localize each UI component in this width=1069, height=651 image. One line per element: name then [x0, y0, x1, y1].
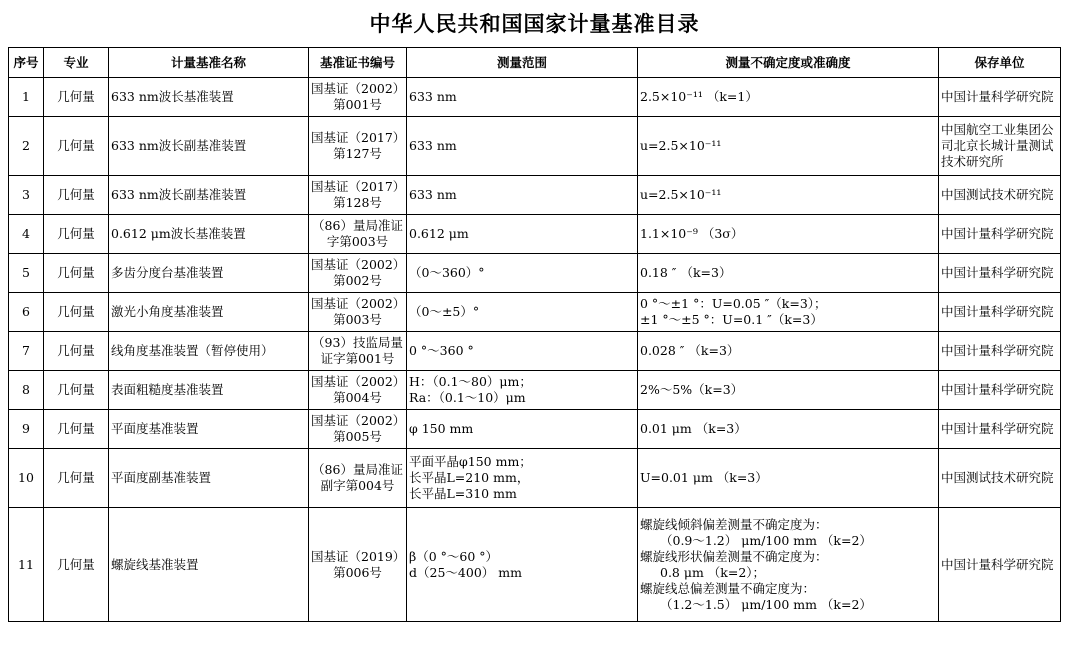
cell-range-line: （0～±5）° — [409, 304, 480, 319]
table-body — [9, 78, 1061, 622]
header-no: 序号 — [9, 48, 44, 78]
cell-range-line: Ra：（0.1～10）μm — [409, 390, 526, 405]
cell-name: 平面度副基准装置 — [109, 449, 309, 508]
cell-range-line: 633 nm — [409, 138, 457, 153]
header-uncertainty: 测量不确定度或准确度 — [638, 48, 939, 78]
cell-cert-line: 国基证（2017） — [311, 179, 406, 194]
metrology-standards-table — [8, 47, 1061, 622]
cell-unit — [939, 176, 1061, 215]
cell-range — [407, 117, 638, 176]
cell-uncertainty — [638, 117, 939, 176]
cell-cert-line: （86）量局准证 — [312, 462, 403, 477]
table-row — [9, 176, 1061, 215]
table-row — [9, 332, 1061, 371]
cell-cert-line: 第005号 — [333, 429, 382, 444]
cell-no: 11 — [9, 508, 44, 622]
cell-cert — [309, 332, 407, 371]
cell-cert — [309, 117, 407, 176]
cell-unit-line: 中国计量科学研究院 — [941, 382, 1054, 397]
cell-uncertainty-line: 2.5×10⁻¹¹ （k=1） — [640, 89, 758, 104]
cell-cert-line: 国基证（2002） — [311, 413, 406, 428]
cell-no: 1 — [9, 78, 44, 117]
cell-unit — [939, 332, 1061, 371]
cell-unit — [939, 410, 1061, 449]
cell-uncertainty-line: u=2.5×10⁻¹¹ — [640, 187, 722, 202]
cell-range-line: H：（0.1～80）μm； — [409, 374, 532, 389]
cell-cert — [309, 215, 407, 254]
cell-unit-line: 技术研究所 — [941, 154, 1004, 169]
cell-unit — [939, 449, 1061, 508]
cell-unit — [939, 117, 1061, 176]
cell-uncertainty-line: 1.1×10⁻⁹ （3σ） — [640, 226, 744, 241]
cell-range-line: 0.612 μm — [409, 226, 469, 241]
cell-no: 8 — [9, 371, 44, 410]
cell-name: 线角度基准装置（暂停使用） — [109, 332, 309, 371]
cell-unit-line: 中国测试技术研究院 — [941, 470, 1054, 485]
page-title: 中华人民共和国国家计量基准目录 — [369, 12, 700, 36]
cell-unit-line: 中国计量科学研究院 — [941, 226, 1054, 241]
cell-field: 几何量 — [44, 215, 109, 254]
cell-name: 0.612 μm波长基准装置 — [109, 215, 309, 254]
cell-cert-line: 国基证（2017） — [311, 130, 406, 145]
cell-name: 633 nm波长副基准装置 — [109, 176, 309, 215]
cell-name: 633 nm波长基准装置 — [109, 78, 309, 117]
cell-uncertainty — [638, 371, 939, 410]
cell-no: 10 — [9, 449, 44, 508]
cell-cert — [309, 176, 407, 215]
header-cert: 基准证书编号 — [309, 48, 407, 78]
cell-no: 2 — [9, 117, 44, 176]
cell-cert — [309, 293, 407, 332]
cell-cert — [309, 254, 407, 293]
cell-cert-line: 第001号 — [333, 97, 382, 112]
cell-unit — [939, 371, 1061, 410]
cell-cert-line: 第127号 — [333, 146, 382, 161]
cell-cert-line: 第006号 — [333, 564, 382, 580]
cell-cert-line: （93）技监局量 — [312, 335, 403, 350]
cell-unit-line: 中国计量科学研究院 — [941, 343, 1054, 358]
cell-uncertainty-line: 螺旋线总偏差测量不确定度为： — [640, 580, 816, 596]
cell-name: 激光小角度基准装置 — [109, 293, 309, 332]
cell-no: 9 — [9, 410, 44, 449]
cell-unit — [939, 254, 1061, 293]
cell-field: 几何量 — [44, 410, 109, 449]
cell-cert — [309, 410, 407, 449]
header-range: 测量范围 — [407, 48, 638, 78]
cell-range — [407, 78, 638, 117]
cell-field: 几何量 — [44, 371, 109, 410]
cell-range — [407, 254, 638, 293]
cell-field: 几何量 — [44, 117, 109, 176]
cell-uncertainty-line: 螺旋线形状偏差测量不确定度为： — [640, 548, 828, 564]
cell-field: 几何量 — [44, 508, 109, 622]
cell-range — [407, 332, 638, 371]
header-unit: 保存单位 — [939, 48, 1061, 78]
cell-name: 表面粗糙度基准装置 — [109, 371, 309, 410]
cell-name: 633 nm波长副基准装置 — [109, 117, 309, 176]
table-row — [9, 508, 1061, 622]
cell-cert-line: 第004号 — [333, 390, 382, 405]
cell-range — [407, 293, 638, 332]
cell-cert-line: 国基证（2002） — [311, 374, 406, 389]
cell-range-line: 0 °～360 ° — [409, 343, 474, 358]
cell-uncertainty — [638, 254, 939, 293]
table-row — [9, 293, 1061, 332]
cell-uncertainty-line: 0 °～±1 °：U=0.05 ″（k=3）； — [640, 296, 827, 311]
cell-range — [407, 176, 638, 215]
cell-unit — [939, 78, 1061, 117]
cell-cert-line: 第128号 — [333, 195, 382, 210]
cell-uncertainty — [638, 332, 939, 371]
cell-field: 几何量 — [44, 78, 109, 117]
cell-no: 3 — [9, 176, 44, 215]
cell-uncertainty — [638, 176, 939, 215]
cell-cert — [309, 449, 407, 508]
cell-unit — [939, 293, 1061, 332]
cell-unit-line: 中国测试技术研究院 — [941, 187, 1054, 202]
table-row — [9, 215, 1061, 254]
cell-range-line: 长平晶L=210 mm， — [409, 470, 530, 485]
cell-cert — [309, 371, 407, 410]
cell-no: 7 — [9, 332, 44, 371]
cell-cert-line: 字第003号 — [326, 234, 389, 249]
cell-cert-line: 第003号 — [333, 312, 382, 327]
cell-unit-line: 中国计量科学研究院 — [941, 556, 1054, 572]
cell-uncertainty-line: ±1 °～±5 °：U=0.1 ″（k=3） — [640, 312, 823, 327]
cell-uncertainty-line: u=2.5×10⁻¹¹ — [640, 138, 722, 153]
cell-range — [407, 371, 638, 410]
cell-uncertainty — [638, 508, 939, 622]
cell-uncertainty — [638, 293, 939, 332]
cell-uncertainty-line: 0.01 μm （k=3） — [640, 421, 747, 436]
cell-uncertainty — [638, 215, 939, 254]
cell-cert-line: 国基证（2002） — [311, 296, 406, 311]
cell-uncertainty — [638, 410, 939, 449]
cell-name: 平面度基准装置 — [109, 410, 309, 449]
cell-uncertainty-line: 0.028 ″ （k=3） — [640, 343, 740, 358]
header-name: 计量基准名称 — [109, 48, 309, 78]
cell-field: 几何量 — [44, 254, 109, 293]
cell-range — [407, 410, 638, 449]
table-row — [9, 254, 1061, 293]
table-row — [9, 78, 1061, 117]
cell-unit-line: 中国计量科学研究院 — [941, 89, 1054, 104]
cell-range-line: （0～360）° — [409, 265, 485, 280]
cell-unit-line: 中国航空工业集团公 — [941, 122, 1054, 137]
cell-field: 几何量 — [44, 176, 109, 215]
cell-unit-line: 中国计量科学研究院 — [941, 421, 1054, 436]
header-field: 专业 — [44, 48, 109, 78]
cell-cert-line: 证字第001号 — [320, 351, 395, 366]
cell-field: 几何量 — [44, 449, 109, 508]
cell-field: 几何量 — [44, 293, 109, 332]
table-row — [9, 117, 1061, 176]
cell-uncertainty-line: （0.9～1.2） μm/100 mm （k=2） — [660, 532, 872, 548]
cell-cert-line: 国基证（2002） — [311, 81, 406, 96]
cell-no: 4 — [9, 215, 44, 254]
cell-cert-line: 国基证（2019） — [311, 548, 406, 564]
cell-cert — [309, 78, 407, 117]
cell-range — [407, 215, 638, 254]
cell-unit-line: 中国计量科学研究院 — [941, 304, 1054, 319]
cell-cert-line: 国基证（2002） — [311, 257, 406, 272]
cell-range — [407, 508, 638, 622]
cell-no: 5 — [9, 254, 44, 293]
cell-uncertainty-line: （1.2～1.5） μm/100 mm （k=2） — [660, 596, 872, 612]
cell-uncertainty-line: 螺旋线倾斜偏差测量不确定度为： — [640, 516, 828, 532]
cell-range-line: 平面平晶φ150 mm； — [409, 454, 532, 469]
cell-unit — [939, 215, 1061, 254]
cell-unit — [939, 508, 1061, 622]
cell-range-line: 633 nm — [409, 89, 457, 104]
cell-unit-line: 中国计量科学研究院 — [941, 265, 1054, 280]
cell-uncertainty-line: 0.8 μm （k=2）； — [660, 564, 766, 580]
cell-uncertainty-line: U=0.01 μm （k=3） — [640, 470, 768, 485]
cell-unit-line: 司北京长城计量测试 — [941, 138, 1054, 153]
table-header-row — [9, 48, 1061, 78]
cell-name: 螺旋线基准装置 — [109, 508, 309, 622]
cell-no: 6 — [9, 293, 44, 332]
cell-uncertainty-line: 2%～5%（k=3） — [640, 382, 744, 397]
cell-range-line: 633 nm — [409, 187, 457, 202]
cell-uncertainty — [638, 78, 939, 117]
cell-uncertainty-line: 0.18 ″ （k=3） — [640, 265, 732, 280]
table-row — [9, 449, 1061, 508]
table-row — [9, 410, 1061, 449]
cell-range-line: d（25～400） mm — [409, 564, 522, 580]
cell-cert-line: 第002号 — [333, 273, 382, 288]
cell-range-line: φ 150 mm — [409, 421, 474, 436]
table-row — [9, 371, 1061, 410]
cell-field: 几何量 — [44, 332, 109, 371]
cell-range-line: β（0 °～60 °） — [409, 548, 499, 564]
cell-cert-line: （86）量局准证 — [312, 218, 403, 233]
cell-name: 多齿分度台基准装置 — [109, 254, 309, 293]
cell-cert-line: 副字第004号 — [320, 478, 395, 493]
cell-range-line: 长平晶L=310 mm — [409, 486, 517, 501]
cell-uncertainty — [638, 449, 939, 508]
cell-range — [407, 449, 638, 508]
cell-cert — [309, 508, 407, 622]
